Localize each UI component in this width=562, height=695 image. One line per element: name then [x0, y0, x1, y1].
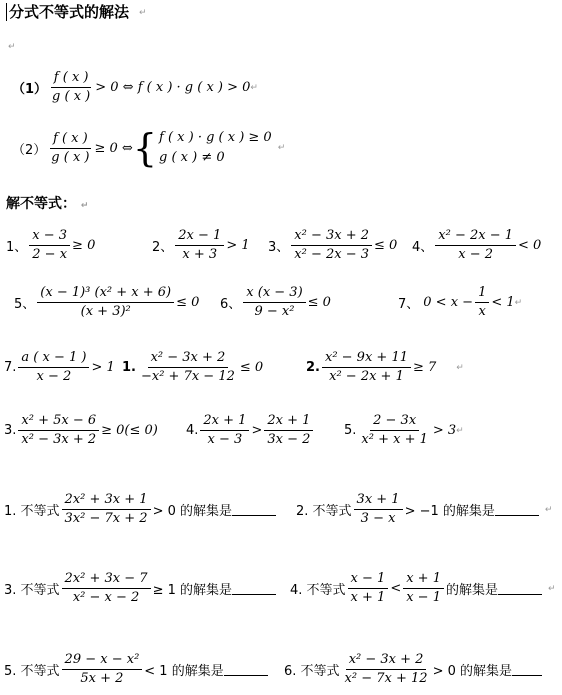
- problem-1: [6, 228, 95, 263]
- fill-question-6: [284, 652, 542, 687]
- fraction: [29, 228, 70, 263]
- fraction: [435, 228, 516, 263]
- answer-blank[interactable]: [495, 503, 539, 516]
- paragraph-mark: ↵: [8, 42, 16, 52]
- relation: < 0: [518, 238, 542, 253]
- paragraph-mark: ↵: [139, 8, 147, 18]
- numerator: x² − 3x + 2: [346, 652, 427, 670]
- denominator: x² + x + 1: [361, 432, 428, 447]
- numerator: 2x − 1: [175, 228, 224, 246]
- denominator: x + 3: [182, 247, 218, 262]
- fraction: [291, 228, 372, 263]
- numerator: 2x² + 3x − 7: [62, 571, 151, 589]
- fraction: [175, 228, 224, 263]
- numerator: f ( x ): [51, 70, 92, 88]
- denominator: x + 1: [350, 590, 386, 605]
- paragraph-mark: ↵: [277, 143, 286, 153]
- denominator: x − 2: [36, 369, 72, 384]
- fraction: [18, 350, 89, 385]
- denominator: 3x − 2: [267, 432, 311, 447]
- fraction: [62, 492, 151, 527]
- fraction: [48, 131, 92, 166]
- numerator: a ( x − 1 ): [18, 350, 89, 368]
- question-label: 1. 不等式: [4, 504, 60, 519]
- denominator: 9 − x²: [254, 304, 295, 319]
- page-title: 分式不等式的解法: [6, 3, 129, 21]
- numerator: x² − 3x + 2: [291, 228, 372, 246]
- fraction: [37, 285, 174, 320]
- numerator: f ( x ): [50, 131, 91, 149]
- fraction: [138, 350, 238, 385]
- fill-question-4: [290, 571, 556, 606]
- denominator: x² − 2x − 3: [294, 247, 370, 262]
- section-title-text: 解不等式：: [6, 196, 76, 212]
- problem-label: 2、: [152, 240, 174, 255]
- rule-label: （1）: [12, 82, 48, 97]
- numerator: x² − 9x + 11: [322, 350, 411, 368]
- problem-5: [14, 285, 199, 320]
- fraction: [200, 413, 249, 448]
- answer-blank[interactable]: [224, 663, 268, 676]
- paragraph-mark: ↵: [250, 82, 258, 93]
- fraction: [358, 413, 430, 448]
- denominator: g ( x ): [52, 89, 91, 104]
- relation: > 0 ⇔ f ( x ) · g ( x ) > 0: [95, 80, 251, 95]
- question-label: 5. 不等式: [4, 664, 60, 679]
- denominator: x − 1: [406, 590, 441, 605]
- numerator: 2x² + 3x + 1: [62, 492, 151, 510]
- problem-label: 3.: [4, 423, 17, 438]
- relation: >: [251, 423, 263, 438]
- paragraph-mark: ↵: [514, 297, 523, 308]
- problem-label: 4.: [186, 423, 199, 438]
- section-title: [6, 193, 88, 213]
- condition-system: [159, 128, 272, 168]
- fraction: [354, 492, 403, 527]
- denominator: x² − 7x + 12: [344, 671, 428, 686]
- fraction: [322, 350, 411, 385]
- problem-r4-5: [344, 413, 464, 448]
- numerator: x − 3: [29, 228, 70, 246]
- rule-2: [12, 128, 285, 168]
- numerator: 2x + 1: [200, 413, 249, 431]
- fill-question-2: [296, 492, 552, 527]
- relation: > 1: [91, 360, 115, 375]
- problem-4: [412, 228, 541, 263]
- answer-blank[interactable]: [498, 582, 542, 595]
- numerator: (x − 1)³ (x² + x + 6): [37, 285, 174, 303]
- fraction: [348, 571, 389, 606]
- fill-question-3: [4, 571, 276, 606]
- paragraph-mark: ↵: [548, 583, 556, 594]
- problem-r3-2: [122, 350, 263, 385]
- denominator: x − 3: [207, 432, 243, 447]
- relation: < 1: [491, 295, 515, 310]
- relation: > 3: [432, 423, 457, 438]
- numerator: x² − 2x − 1: [435, 228, 516, 246]
- fraction: [475, 285, 489, 320]
- relation: <: [390, 581, 402, 596]
- paragraph-mark: ↵: [456, 425, 464, 436]
- relation: ≤ 0: [176, 295, 200, 310]
- paragraph-mark: ↵: [544, 504, 553, 515]
- denominator: x² − 3x + 2: [21, 432, 97, 447]
- relation: ≥ 0 ⇔: [94, 140, 133, 156]
- denominator: 5x + 2: [80, 671, 124, 686]
- problem-label: 7.: [4, 360, 17, 375]
- question-label: 3. 不等式: [4, 583, 60, 598]
- fill-question-1: [4, 492, 276, 527]
- relation: > 0 的解集是: [432, 664, 512, 679]
- problem-r3-1: [4, 350, 115, 385]
- problem-label: 6、: [220, 297, 242, 312]
- fraction: [264, 413, 313, 448]
- paragraph-mark: ↵: [80, 201, 89, 211]
- paragraph-mark: ↵: [456, 362, 464, 373]
- denominator: 3x² − 7x + 2: [64, 511, 148, 526]
- relation: ≥ 1 的解集是: [152, 583, 232, 598]
- denominator: x² − 2x + 1: [329, 369, 404, 384]
- numerator: 2x + 1: [264, 413, 313, 431]
- problem-label: 1、: [6, 240, 28, 255]
- answer-blank[interactable]: [232, 582, 276, 595]
- problem-label: 1.: [122, 360, 136, 375]
- numerator: 3x + 1: [354, 492, 403, 510]
- fraction: [18, 413, 99, 448]
- condition-line: f ( x ) · g ( x ) ≥ 0: [159, 130, 272, 145]
- relation: ≤ 0: [239, 360, 264, 375]
- problem-label: 2.: [306, 360, 320, 375]
- numerator: 2 − 3x: [370, 413, 419, 431]
- relation: ≥ 0(≤ 0): [101, 423, 158, 438]
- fraction: [243, 285, 305, 320]
- relation: ≥ 7: [413, 360, 437, 375]
- denominator: g ( x ): [51, 149, 90, 165]
- problem-label: 4、: [412, 240, 434, 255]
- problem-3: [268, 228, 397, 263]
- problem-label: 5、: [14, 297, 36, 312]
- problem-7: [398, 285, 522, 320]
- condition-line: g ( x ) ≠ 0: [159, 150, 225, 165]
- numerator: x + 1: [403, 571, 444, 589]
- denominator: x² − x − 2: [72, 590, 140, 605]
- relation: ≥ 0: [72, 238, 96, 253]
- numerator: x² + 5x − 6: [18, 413, 99, 431]
- denominator: 3 − x: [360, 511, 396, 526]
- question-label: 2. 不等式: [296, 504, 352, 519]
- relation: > 0 的解集是: [152, 504, 232, 519]
- problem-2: [152, 228, 250, 263]
- relation: < 1 的解集是: [144, 664, 224, 679]
- fraction: [49, 70, 93, 105]
- problem-label: 3、: [268, 240, 290, 255]
- question-label: 4. 不等式: [290, 583, 346, 598]
- denominator: 2 − x: [32, 247, 68, 262]
- problem-r4-4: [186, 413, 315, 448]
- relation: ≤ 0: [307, 295, 331, 310]
- fill-question-5: [4, 652, 268, 687]
- answer-blank[interactable]: [512, 663, 542, 676]
- problem-r3-3: [306, 350, 464, 385]
- problem-label: 7、: [398, 297, 420, 312]
- relation: 0 < x −: [423, 295, 474, 310]
- fraction: [403, 571, 444, 606]
- relation: 的解集是: [445, 583, 498, 598]
- numerator: 29 − x − x²: [62, 652, 143, 670]
- problem-label: 5.: [344, 423, 357, 438]
- brace-icon: {: [132, 126, 157, 170]
- question-label: 6. 不等式: [284, 664, 340, 679]
- relation: > −1 的解集是: [404, 504, 495, 519]
- rule-1: [12, 70, 258, 105]
- problem-r4-3: [4, 413, 158, 448]
- numerator: x² − 3x + 2: [148, 350, 229, 368]
- denominator: −x² + 7x − 12: [140, 369, 235, 384]
- relation: ≤ 0: [374, 238, 398, 253]
- rule-label: （2）: [12, 142, 47, 158]
- denominator: (x + 3)²: [80, 304, 131, 319]
- numerator: x (x − 3): [243, 285, 305, 303]
- problem-6: [220, 285, 331, 320]
- numerator: x − 1: [348, 571, 389, 589]
- numerator: 1: [475, 285, 489, 303]
- answer-blank[interactable]: [232, 503, 276, 516]
- fraction: [62, 571, 151, 606]
- denominator: x: [478, 304, 486, 319]
- fraction: [342, 652, 431, 687]
- denominator: x − 2: [458, 247, 494, 262]
- relation: > 1: [226, 238, 250, 253]
- fraction: [62, 652, 143, 687]
